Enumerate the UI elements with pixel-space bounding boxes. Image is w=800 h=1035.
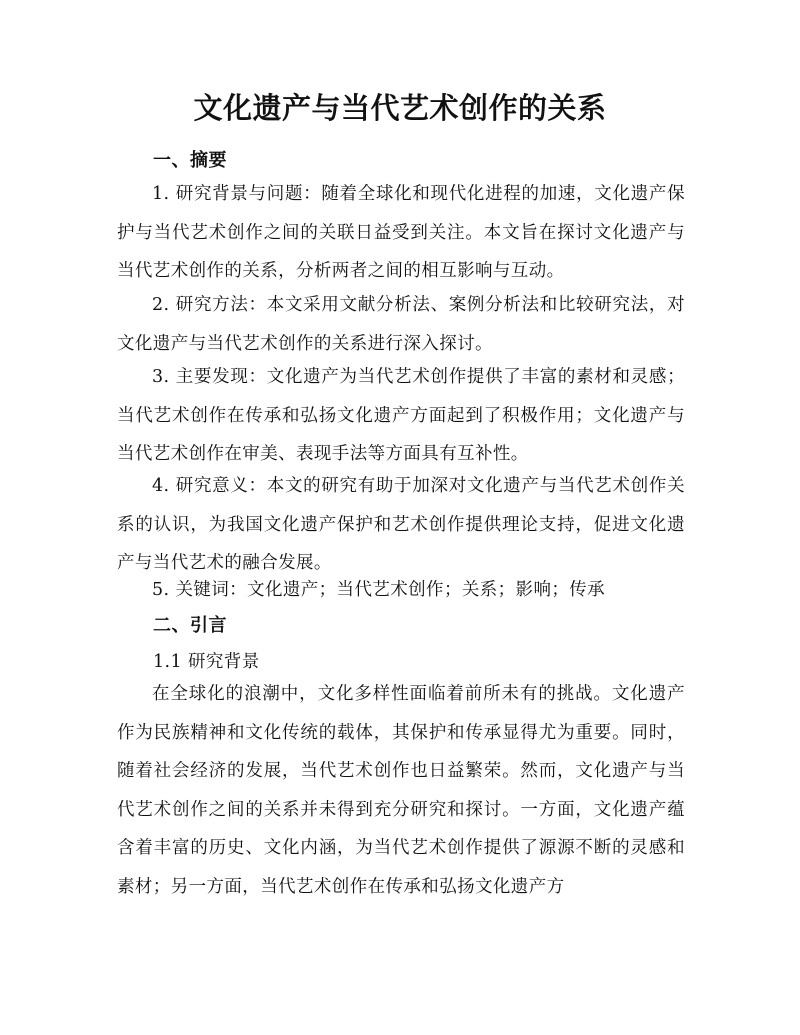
abstract-item-background: 1. 研究背景与问题：随着全球化和现代化进程的加速，文化遗产保护与当代艺术创作之间的关联日益受到关注。本文旨在探讨文化遗产与当代艺术创作的关系，分析两者之间的相互影响与互动。 — [117, 184, 685, 281]
abstract-item-methods: 2. 研究方法：本文采用文献分析法、案例分析法和比较研究法，对文化遗产与当代艺术创作的关系进行深入探讨。 — [117, 295, 685, 354]
introduction-heading: 二、引言 — [153, 615, 227, 636]
abstract-item-significance: 4. 研究意义：本文的研究有助于加深对文化遗产与当代艺术创作关系的认识，为我国文化遗产保护和艺术创作提供理论支持，促进文化遗产与当代艺术的融合发展。 — [117, 476, 685, 573]
abstract-item-keywords: 5. 关键词：文化遗产；当代艺术创作；关系；影响；传承 — [152, 580, 606, 600]
subsection-heading: 1.1 研究背景 — [153, 652, 260, 672]
abstract-heading: 一、摘要 — [153, 150, 227, 171]
introduction-paragraph: 在全球化的浪潮中，文化多样性面临着前所未有的挑战。文化遗产作为民族精神和文化传统的载体，其保护和传承显得尤为重要。同时，随着社会经济的发展，当代艺术创作也日益繁荣。然而，文化遗产与当代艺术创作之间的关系并未得到充分研究和探讨。一方面，文化遗产蕴含着丰富的历史、文化内涵，为当代艺术创作提供了源源不断的灵感和素材；另一方面，当代艺术创作在传承和弘扬文化遗产方 — [117, 684, 685, 897]
document-title: 文化遗产与当代艺术创作的关系 — [193, 91, 607, 125]
abstract-item-findings: 3. 主要发现：文化遗产为当代艺术创作提供了丰富的素材和灵感；当代艺术创作在传承和弘扬文化遗产方面起到了积极作用；文化遗产与当代艺术创作在审美、表现手法等方面具有互补性。 — [117, 367, 685, 464]
